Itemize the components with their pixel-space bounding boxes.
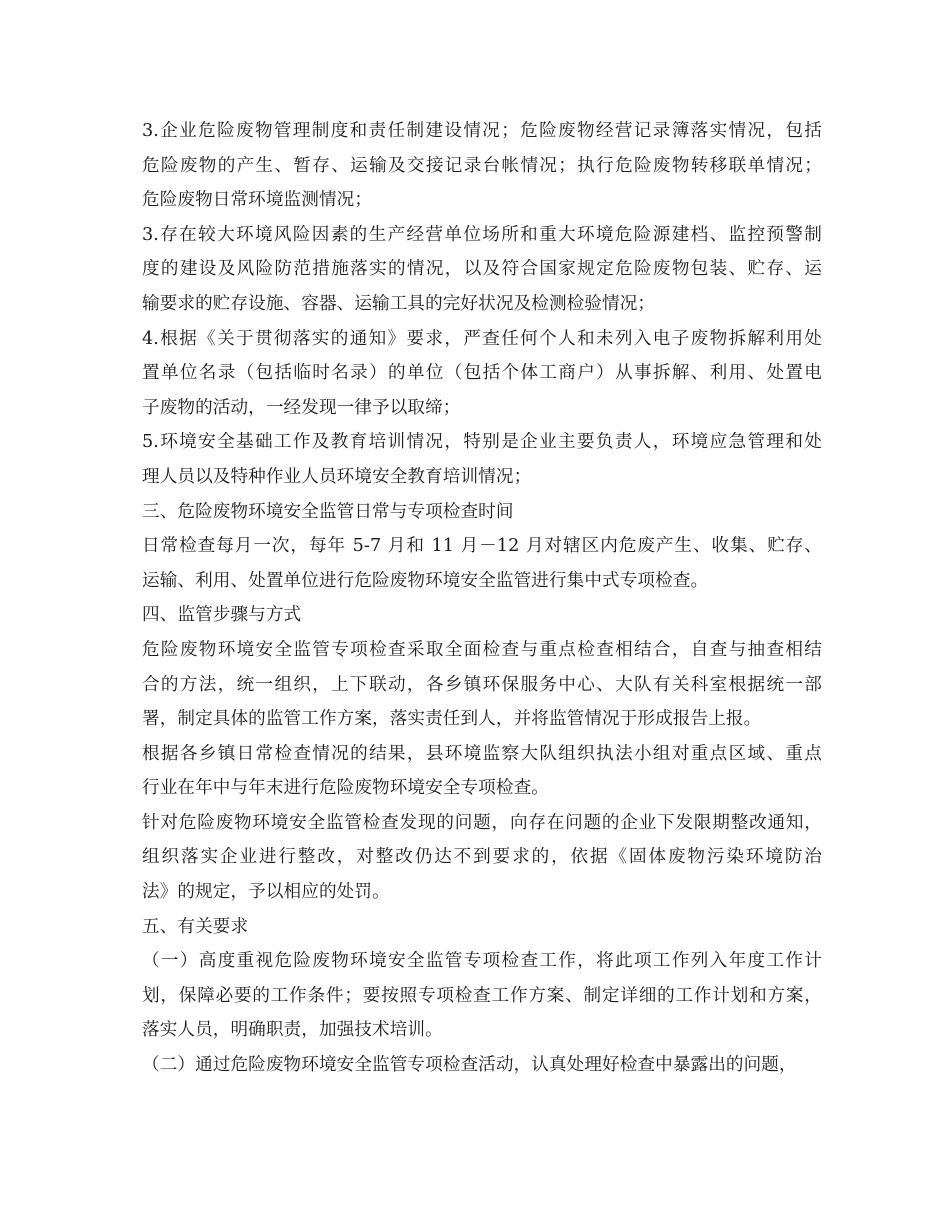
paragraph [142,944,822,1048]
text-line: 合的方法，统一组织，上下联动，各乡镇环保服务中心、大队有关科室根据统一部 [142,674,822,695]
text-line: 落实人员，明确职责，加强技术培训。 [142,1020,443,1041]
text-line: 5.环境安全基础工作及教育培训情况，特别是企业主要负责人，环境应急管理和处 [142,432,822,453]
text-line: 日常检查每月一次，每年 5-7 月和 11 月－12 月对辖区内危废产生、收集、贮存、 [142,536,822,557]
text-line: 五、有关要求 [142,916,249,937]
text-line: 署，制定具体的监管工作方案，落实责任到人，并将监管情况于形成报告上报。 [142,709,762,730]
text-line: 输要求的贮存设施、容器、运输工具的完好状况及检测检验情况； [142,293,656,314]
document-body [142,114,822,1083]
text-line: 子废物的活动，一经发现一律予以取缔； [142,397,461,418]
text-line: 划，保障必要的工作条件；要按照专项检查工作方案、制定详细的工作计划和方案， [142,985,822,1006]
text-line: 危险废物环境安全监管专项检查采取全面检查与重点检查相结合，自查与抽查相结 [142,639,822,660]
text-line: 行业在年中与年末进行危险废物环境安全专项检查。 [142,778,549,799]
paragraph [142,633,822,737]
paragraph [142,425,822,494]
text-line: 度的建设及风险防范措施落实的情况，以及符合国家规定危险废物包装、贮存、运 [142,259,822,280]
text-line: 4.根据《关于贯彻落实的通知》要求，严查任何个人和未列入电子废物拆解利用处 [142,328,822,349]
paragraph [142,495,822,530]
text-line: 组织落实企业进行整改，对整改仍达不到要求的，依据《固体废物污染环境防治 [142,847,822,868]
paragraph [142,114,822,218]
text-line: 针对危险废物环境安全监管检查发现的问题，向存在问题的企业下发限期整改通知， [142,812,822,833]
text-line: （二）通过危险废物环境安全监管专项检查活动，认真处理好检查中暴露出的问题， [142,1055,797,1076]
text-line: 危险废物的产生、暂存、运输及交接记录台帐情况；执行危险废物转移联单情况； [142,155,822,176]
paragraph [142,737,822,806]
paragraph [142,910,822,945]
paragraph [142,598,822,633]
text-line: 四、监管步骤与方式 [142,605,302,626]
text-line: 根据各乡镇日常检查情况的结果，县环境监察大队组织执法小组对重点区域、重点 [142,743,822,764]
paragraph [142,218,822,322]
text-line: 置单位名录（包括临时名录）的单位（包括个体工商户）从事拆解、利用、处置电 [142,363,822,384]
paragraph [142,322,822,426]
text-line: 危险废物日常环境监测情况； [142,190,373,211]
text-line: 法》的规定，予以相应的处罚。 [142,882,390,903]
text-line: 三、危险废物环境安全监管日常与专项检查时间 [142,501,514,522]
text-line: （一）高度重视危险废物环境安全监管专项检查工作，将此项工作列入年度工作计 [142,951,822,972]
text-line: 理人员以及特种作业人员环境安全教育培训情况； [142,466,532,487]
text-line: 3.企业危险废物管理制度和责任制建设情况；危险废物经营记录簿落实情况，包括 [142,121,822,141]
paragraph [142,806,822,910]
text-line: 运输、利用、处置单位进行危险废物环境安全监管进行集中式专项检查。 [142,570,709,591]
text-line: 3.存在较大环境风险因素的生产经营单位场所和重大环境危险源建档、监控预警制 [142,224,822,245]
paragraph [142,529,822,598]
paragraph [142,1048,822,1083]
